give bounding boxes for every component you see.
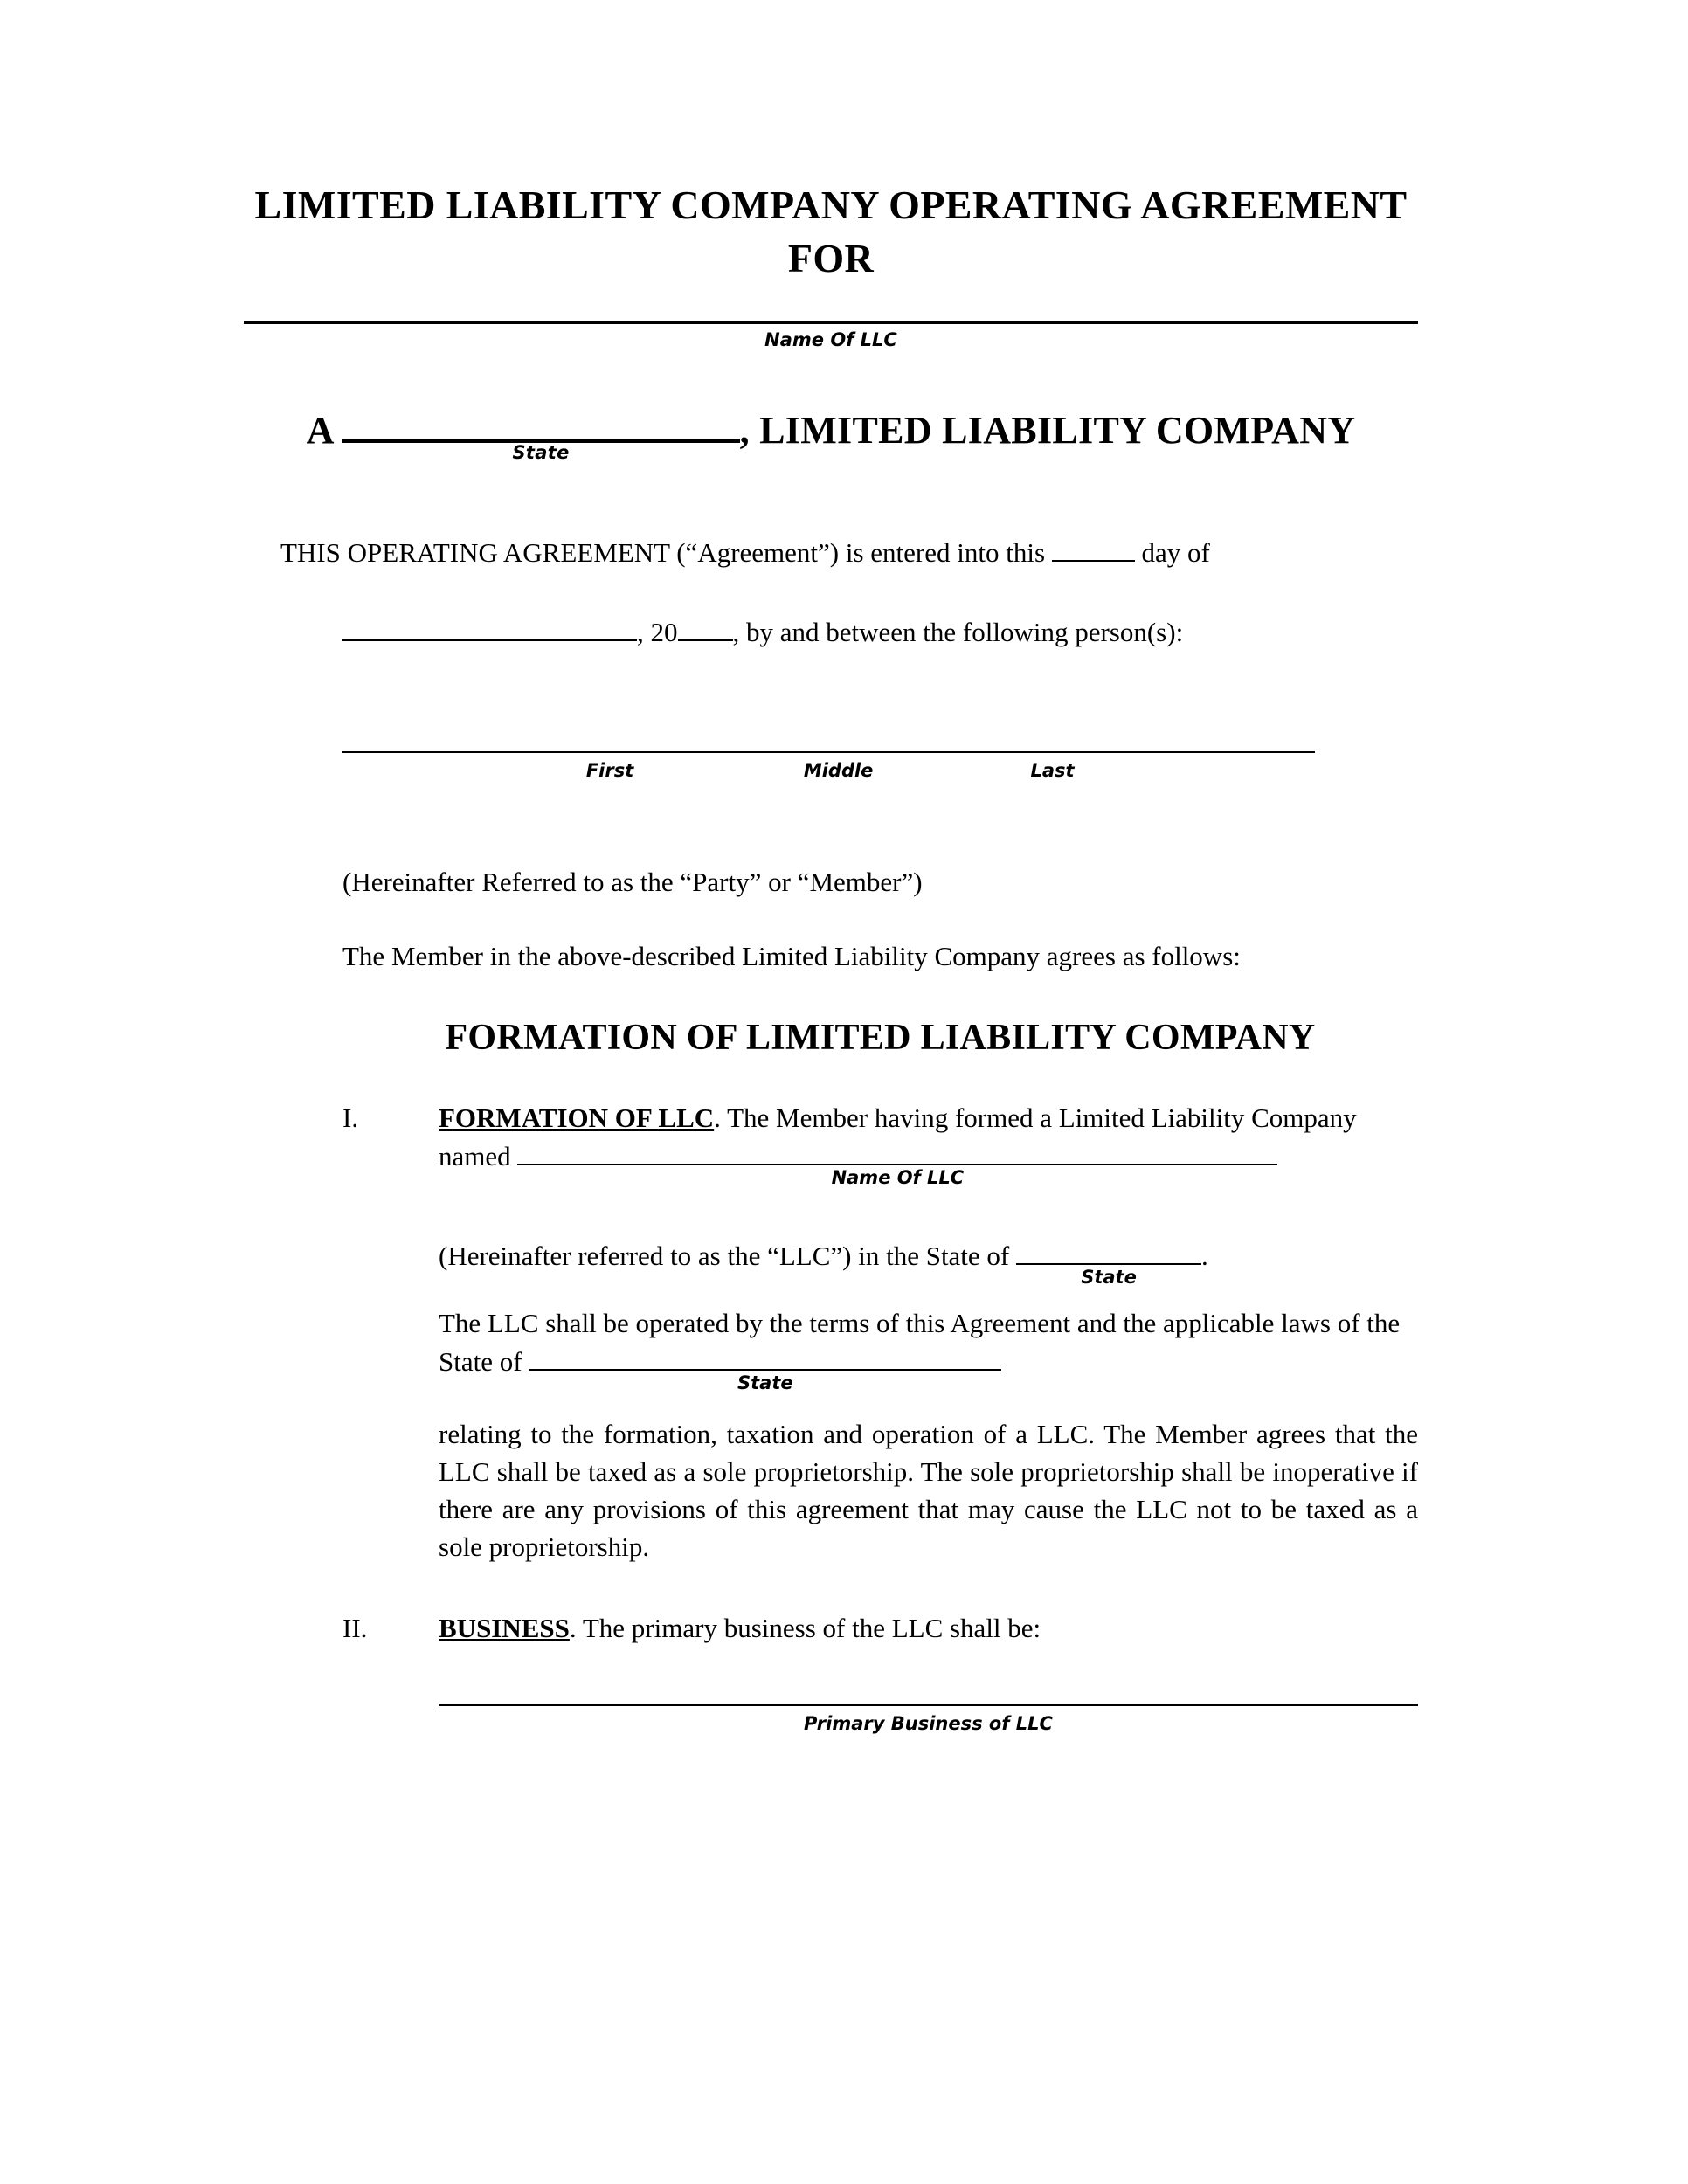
item-ii-paragraph1 (439, 1609, 1418, 1647)
item-i-paragraph2-end: . (1201, 1240, 1208, 1271)
item-i-paragraph3-text: The LLC shall be operated by the terms of this Agreement and the applicable laws of the State of (439, 1307, 1401, 1378)
month-fill-blank[interactable] (342, 612, 637, 641)
item-i-paragraph2-text: (Hereinafter referred to as the “LLC”) in the State of (439, 1240, 1010, 1271)
subtitle-suffix: , LIMITED LIABILITY COMPANY (739, 409, 1356, 453)
first-name-label: First (585, 759, 634, 781)
last-name-label: Last (1030, 759, 1075, 781)
intro-line2-end: , by and between the following person(s): (732, 616, 1184, 647)
intro-paragraph-line1 (280, 533, 1418, 571)
intro-line1-text-end: day of (1141, 537, 1210, 569)
member-agrees-text: The Member in the above-described Limited Liability Company agrees as follows: (342, 940, 1241, 971)
formation-section-heading: FORMATION OF LIMITED LIABILITY COMPANY (445, 1017, 1316, 1058)
intro-paragraph-line2 (342, 612, 1418, 651)
state-long-label: State (737, 1372, 793, 1394)
state-blank-label: State (512, 442, 570, 464)
primary-business-fill-line[interactable] (439, 1704, 1418, 1746)
llc-name-fill-line[interactable] (244, 321, 1418, 324)
year-fill-blank[interactable] (678, 612, 733, 641)
subtitle (244, 400, 1418, 464)
document-title-line1: LIMITED LIABILITY COMPANY OPERATING AGREEMENT (254, 183, 1408, 227)
state-short-label: State (1081, 1266, 1137, 1288)
item-business (342, 1609, 1418, 1647)
item-i-paragraph4: relating to the formation, taxation and operation of a LLC. The Member agrees that the LLC shall be taxed as a sole proprietorship. The sole proprietorship shall be inoperative if there are any provisions of this agreement that may cause the LLC not to be taxed as a sole proprietorship. (439, 1419, 1418, 1563)
item-ii-heading: BUSINESS (439, 1613, 570, 1644)
state-long-blank[interactable] (529, 1342, 1001, 1394)
item-ii-paragraph1-text: . The primary business of the LLC shall be: (569, 1613, 1041, 1644)
item-i-paragraph1-text: . The Member having formed a Limited Liability Company named (439, 1102, 1357, 1171)
document-title (244, 179, 1418, 285)
item-formation-of-llc (342, 1099, 1418, 1566)
llc-name-inline-blank[interactable] (517, 1137, 1277, 1188)
item-i-heading: FORMATION OF LLC (439, 1102, 715, 1133)
item-i-number: I. (342, 1102, 359, 1133)
primary-business-label: Primary Business of LLC (804, 1712, 1053, 1734)
state-fill-blank[interactable] (342, 400, 740, 464)
intro-line1-text: THIS OPERATING AGREEMENT (“Agreement”) is entered into this (280, 537, 1046, 569)
item-i-body (439, 1099, 1418, 1566)
document-title-line2: FOR (787, 235, 875, 280)
day-fill-blank[interactable] (1052, 533, 1135, 562)
middle-name-label: Middle (803, 759, 874, 781)
item-i-paragraph3 (439, 1304, 1418, 1394)
intro-line2-mid: , 20 (637, 616, 678, 647)
member-name-fill-line[interactable] (342, 751, 1315, 793)
hereinafter-party-text: (Hereinafter Referred to as the “Party” or “Member”) (342, 866, 923, 897)
subtitle-prefix: A (306, 409, 333, 453)
llc-name-line-label: Name Of LLC (764, 329, 897, 351)
llc-name-inline-label: Name Of LLC (831, 1166, 965, 1188)
item-ii-body (439, 1609, 1418, 1647)
item-i-paragraph1 (439, 1099, 1418, 1188)
item-i-paragraph2 (439, 1236, 1418, 1288)
state-short-blank[interactable] (1016, 1236, 1201, 1288)
item-ii-number: II. (342, 1613, 368, 1644)
